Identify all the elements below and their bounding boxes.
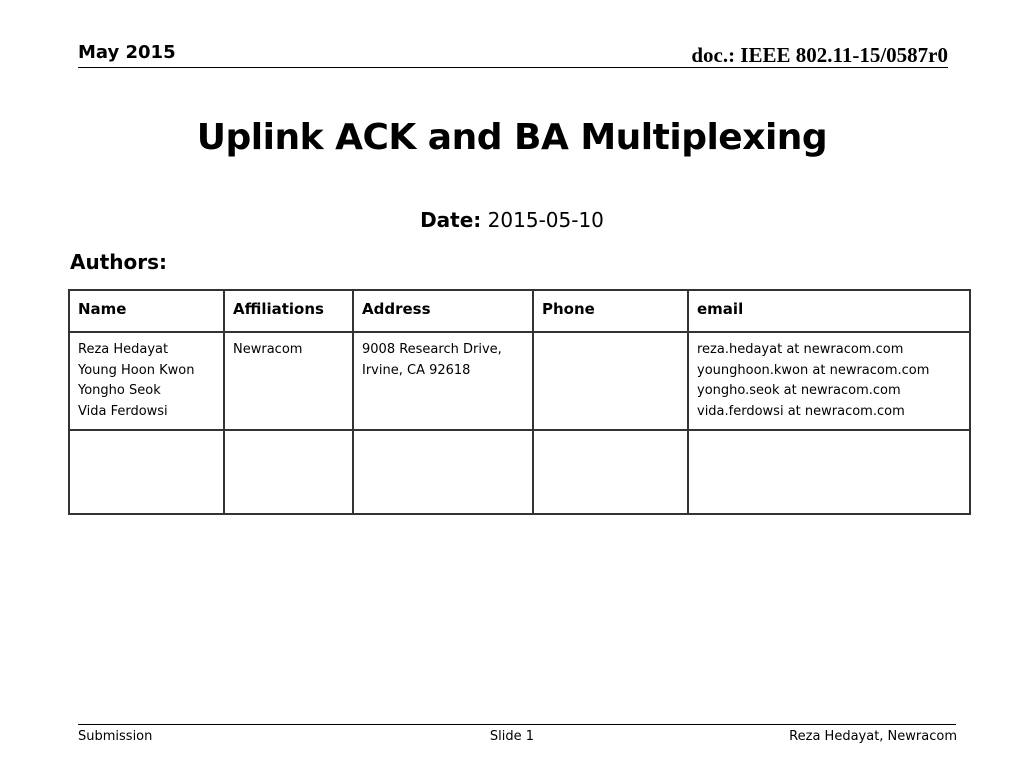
author-name: Young Hoon Kwon	[78, 362, 195, 378]
table-row-empty	[69, 430, 970, 514]
header-address: Address	[353, 290, 533, 332]
table-header-row	[69, 290, 970, 332]
author-email: vida.ferdowsi at newracom.com	[697, 403, 905, 419]
empty-cell	[69, 430, 224, 514]
author-name: Yongho Seok	[78, 383, 161, 398]
table-row	[69, 332, 970, 430]
date-line	[0, 206, 1024, 234]
footer-author: Reza Hedayat, Newracom	[789, 729, 957, 744]
affiliation-text: Newracom	[233, 342, 303, 357]
header-doc-id: doc.: IEEE 802.11-15/0587r0	[691, 43, 948, 67]
header-email: email	[688, 290, 970, 332]
header-divider	[78, 67, 948, 68]
date-label: Date:	[420, 208, 482, 232]
empty-cell	[688, 430, 970, 514]
authors-heading: Authors:	[70, 250, 168, 274]
footer-submission: Submission	[78, 729, 153, 744]
slide-title: Uplink ACK and BA Multiplexing	[196, 117, 828, 158]
footer-divider	[78, 724, 956, 725]
cell-affiliation	[224, 332, 353, 430]
author-name: Vida Ferdowsi	[78, 403, 168, 419]
cell-address	[353, 332, 533, 430]
footer-slide-number: Slide 1	[489, 729, 535, 744]
header-date: May 2015	[78, 42, 176, 63]
author-email: yongho.seok at newracom.com	[697, 383, 901, 398]
empty-cell	[224, 430, 353, 514]
cell-phone	[533, 332, 688, 430]
empty-cell	[353, 430, 533, 514]
authors-table	[68, 289, 971, 515]
author-name: Reza Hedayat	[78, 342, 169, 357]
cell-names	[69, 332, 224, 430]
address-line: 9008 Research Drive,	[362, 342, 502, 357]
header-phone: Phone	[533, 290, 688, 332]
author-email: younghoon.kwon at newracom.com	[697, 362, 930, 378]
address-line: Irvine, CA 92618	[362, 362, 471, 378]
author-email: reza.hedayat at newracom.com	[697, 342, 904, 357]
empty-cell	[533, 430, 688, 514]
date-value: 2015-05-10	[487, 208, 604, 232]
header-affiliations: Affiliations	[224, 290, 353, 332]
header-name: Name	[69, 290, 224, 332]
cell-emails	[688, 332, 970, 430]
